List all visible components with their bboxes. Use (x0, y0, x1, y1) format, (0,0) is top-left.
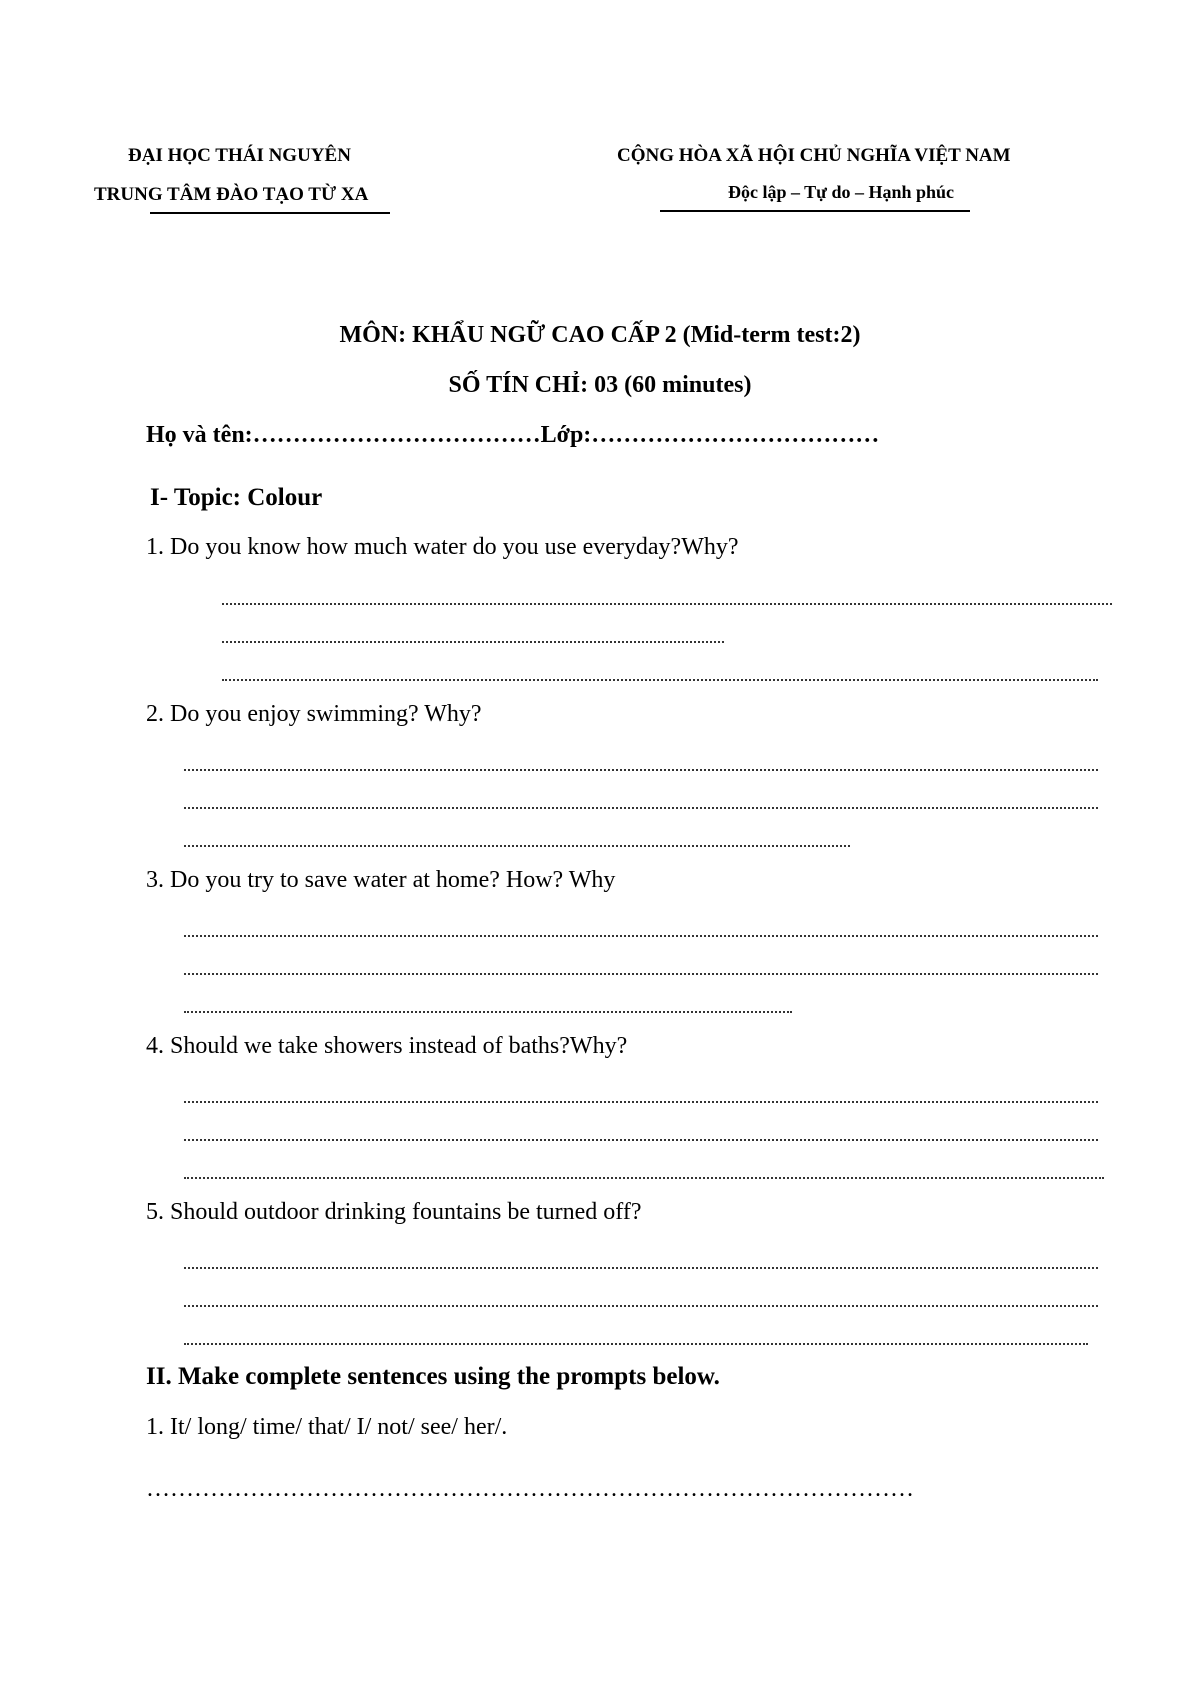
answer-line[interactable] (184, 1267, 1098, 1269)
question-4: 4. Should we take showers instead of baths?Why? (146, 1033, 628, 1059)
question-1: 1. Do you know how much water do you use everyday?Why? (146, 534, 739, 560)
national-motto: Độc lập – Tự do – Hạnh phúc (728, 182, 955, 202)
section-2-question-1: 1. It/ long/ time/ that/ I/ not/ see/ her/. (146, 1414, 508, 1440)
student-info-line[interactable]: Họ và tên:………………………………Lớp:……………………………… (146, 422, 880, 448)
answer-line[interactable] (184, 769, 1098, 771)
exam-credits-title: SỐ TÍN CHỈ: 03 (60 minutes) (448, 372, 752, 398)
country-name: CỘNG HÒA XÃ HỘI CHỦ NGHĨA VIỆT NAM (617, 145, 1011, 166)
answer-line[interactable] (184, 973, 1098, 975)
answer-line[interactable] (184, 1305, 1098, 1307)
answer-line[interactable] (184, 845, 850, 847)
question-2: 2. Do you enjoy swimming? Why? (146, 701, 482, 727)
header-left-underline (150, 212, 390, 214)
question-3: 3. Do you try to save water at home? How? Why (146, 867, 616, 893)
answer-line[interactable] (222, 679, 1098, 681)
answer-line[interactable] (184, 807, 1098, 809)
university-name: ĐẠI HỌC THÁI NGUYÊN (128, 145, 351, 166)
section-1-heading: I- Topic: Colour (150, 484, 323, 511)
question-5: 5. Should outdoor drinking fountains be turned off? (146, 1199, 642, 1225)
answer-line[interactable] (184, 1177, 1104, 1179)
exam-subject-title: MÔN: KHẨU NGỮ CAO CẤP 2 (Mid-term test:2) (339, 322, 861, 348)
answer-line[interactable] (184, 1011, 792, 1013)
section-2-heading: II. Make complete sentences using the prompts below. (146, 1363, 720, 1390)
center-name: TRUNG TÂM ĐÀO TẠO TỪ XA (94, 184, 369, 205)
section-2-answer-line[interactable]: …………………………………………………………………………………… (146, 1476, 914, 1502)
answer-line[interactable] (184, 1343, 1088, 1345)
answer-line[interactable] (184, 935, 1098, 937)
answer-line[interactable] (184, 1139, 1098, 1141)
header-right-underline (660, 210, 970, 212)
answer-line[interactable] (222, 603, 1112, 605)
answer-line[interactable] (184, 1101, 1098, 1103)
answer-line[interactable] (222, 641, 724, 643)
